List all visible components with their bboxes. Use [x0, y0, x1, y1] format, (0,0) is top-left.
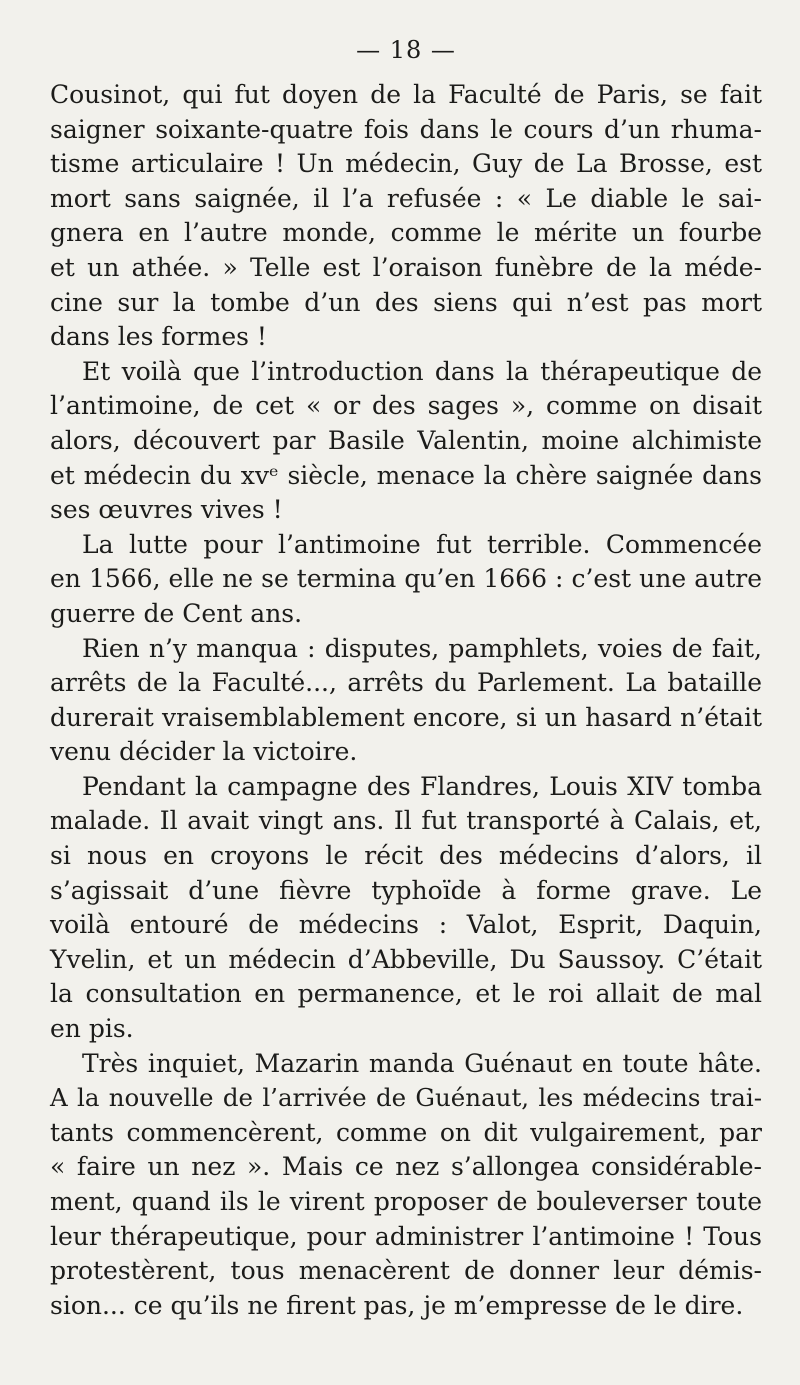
- text-line: et un athée. » Telle est l’oraison funèbre de la méde-: [50, 252, 762, 282]
- text-line: leur thérapeutique, pour administrer l’antimoine ! Tous: [50, 1221, 762, 1251]
- text-line: La lutte pour l’antimoine fut terrible. Commencée: [82, 529, 762, 559]
- text-line: alors, découvert par Basile Valentin, moine alchimiste: [50, 425, 762, 455]
- paragraph: [50, 78, 762, 355]
- paragraph: [50, 1047, 762, 1324]
- text-line: dans les formes !: [50, 322, 267, 352]
- text-line: gnera en l’autre monde, comme le mérite un fourbe: [50, 218, 762, 248]
- text-line: durerait vraisemblablement encore, si un hasard n’était: [50, 702, 762, 732]
- text-line: Pendant la campagne des Flandres, Louis XIV tomba: [82, 771, 762, 801]
- text-line: A la nouvelle de l’arrivée de Guénaut, les médecins trai-: [50, 1083, 762, 1113]
- text-line: Rien n’y manqua : disputes, pamphlets, voies de fait,: [82, 633, 762, 663]
- text-line: tants commencèrent, comme on dit vulgairement, par: [50, 1117, 762, 1147]
- text-line: mort sans saignée, il l’a refusée : « Le diable le sai-: [50, 183, 762, 213]
- paragraph: [50, 632, 762, 770]
- text-line: en 1566, elle ne se termina qu’en 1666 : c’est une autre: [50, 564, 762, 594]
- body-text: [50, 78, 762, 1323]
- text-line: guerre de Cent ans.: [50, 598, 303, 628]
- text-line: arrêts de la Faculté..., arrêts du Parlement. La bataille: [50, 668, 762, 698]
- text-line: saigner soixante-quatre fois dans le cours d’un rhuma-: [50, 114, 762, 144]
- paragraph: [50, 528, 762, 632]
- paragraph: [50, 355, 762, 528]
- text-line: ment, quand ils le virent proposer de bouleverser toute: [50, 1187, 762, 1216]
- text-line: ses œuvres vives !: [50, 495, 283, 525]
- text-line: si nous en croyons le récit des médecins d’alors, il: [50, 841, 762, 871]
- text-line: protestèrent, tous menacèrent de donner leur démis-: [50, 1256, 762, 1286]
- page-number: — 18 —: [356, 36, 456, 64]
- text-line: malade. Il avait vingt ans. Il fut transporté à Calais, et,: [50, 806, 762, 836]
- text-line: Très inquiet, Mazarin manda Guénaut en toute hâte.: [82, 1048, 762, 1078]
- text-line: cine sur la tombe d’un des siens qui n’est pas mort: [50, 287, 762, 317]
- text-line: et médecin du xvᵉ siècle, menace la chère saignée dans: [50, 460, 762, 490]
- text-line: sion... ce qu’ils ne firent pas, je m’empresse de le dire.: [50, 1290, 744, 1320]
- text-line: en pis.: [50, 1014, 134, 1044]
- text-line: Et voilà que l’introduction dans la thérapeutique de: [82, 356, 762, 386]
- text-line: venu décider la victoire.: [50, 737, 358, 767]
- text-line: Cousinot, qui fut doyen de la Faculté de Paris, se fait: [50, 80, 762, 109]
- text-line: « faire un nez ». Mais ce nez s’allongea considérable-: [50, 1152, 762, 1182]
- text-line: tisme articulaire ! Un médecin, Guy de La Brosse, est: [50, 149, 762, 179]
- text-line: la consultation en permanence, et le roi allait de mal: [50, 979, 762, 1009]
- text-line: s’agissait d’une fièvre typhoïde à forme grave. Le: [50, 875, 762, 905]
- text-line: voilà entouré de médecins : Valot, Esprit, Daquin,: [50, 910, 762, 940]
- text-line: l’antimoine, de cet « or des sages », comme on disait: [50, 391, 762, 421]
- text-line: Yvelin, et un médecin d’Abbeville, Du Saussoy. C’était: [50, 944, 762, 974]
- paragraph: [50, 770, 762, 1047]
